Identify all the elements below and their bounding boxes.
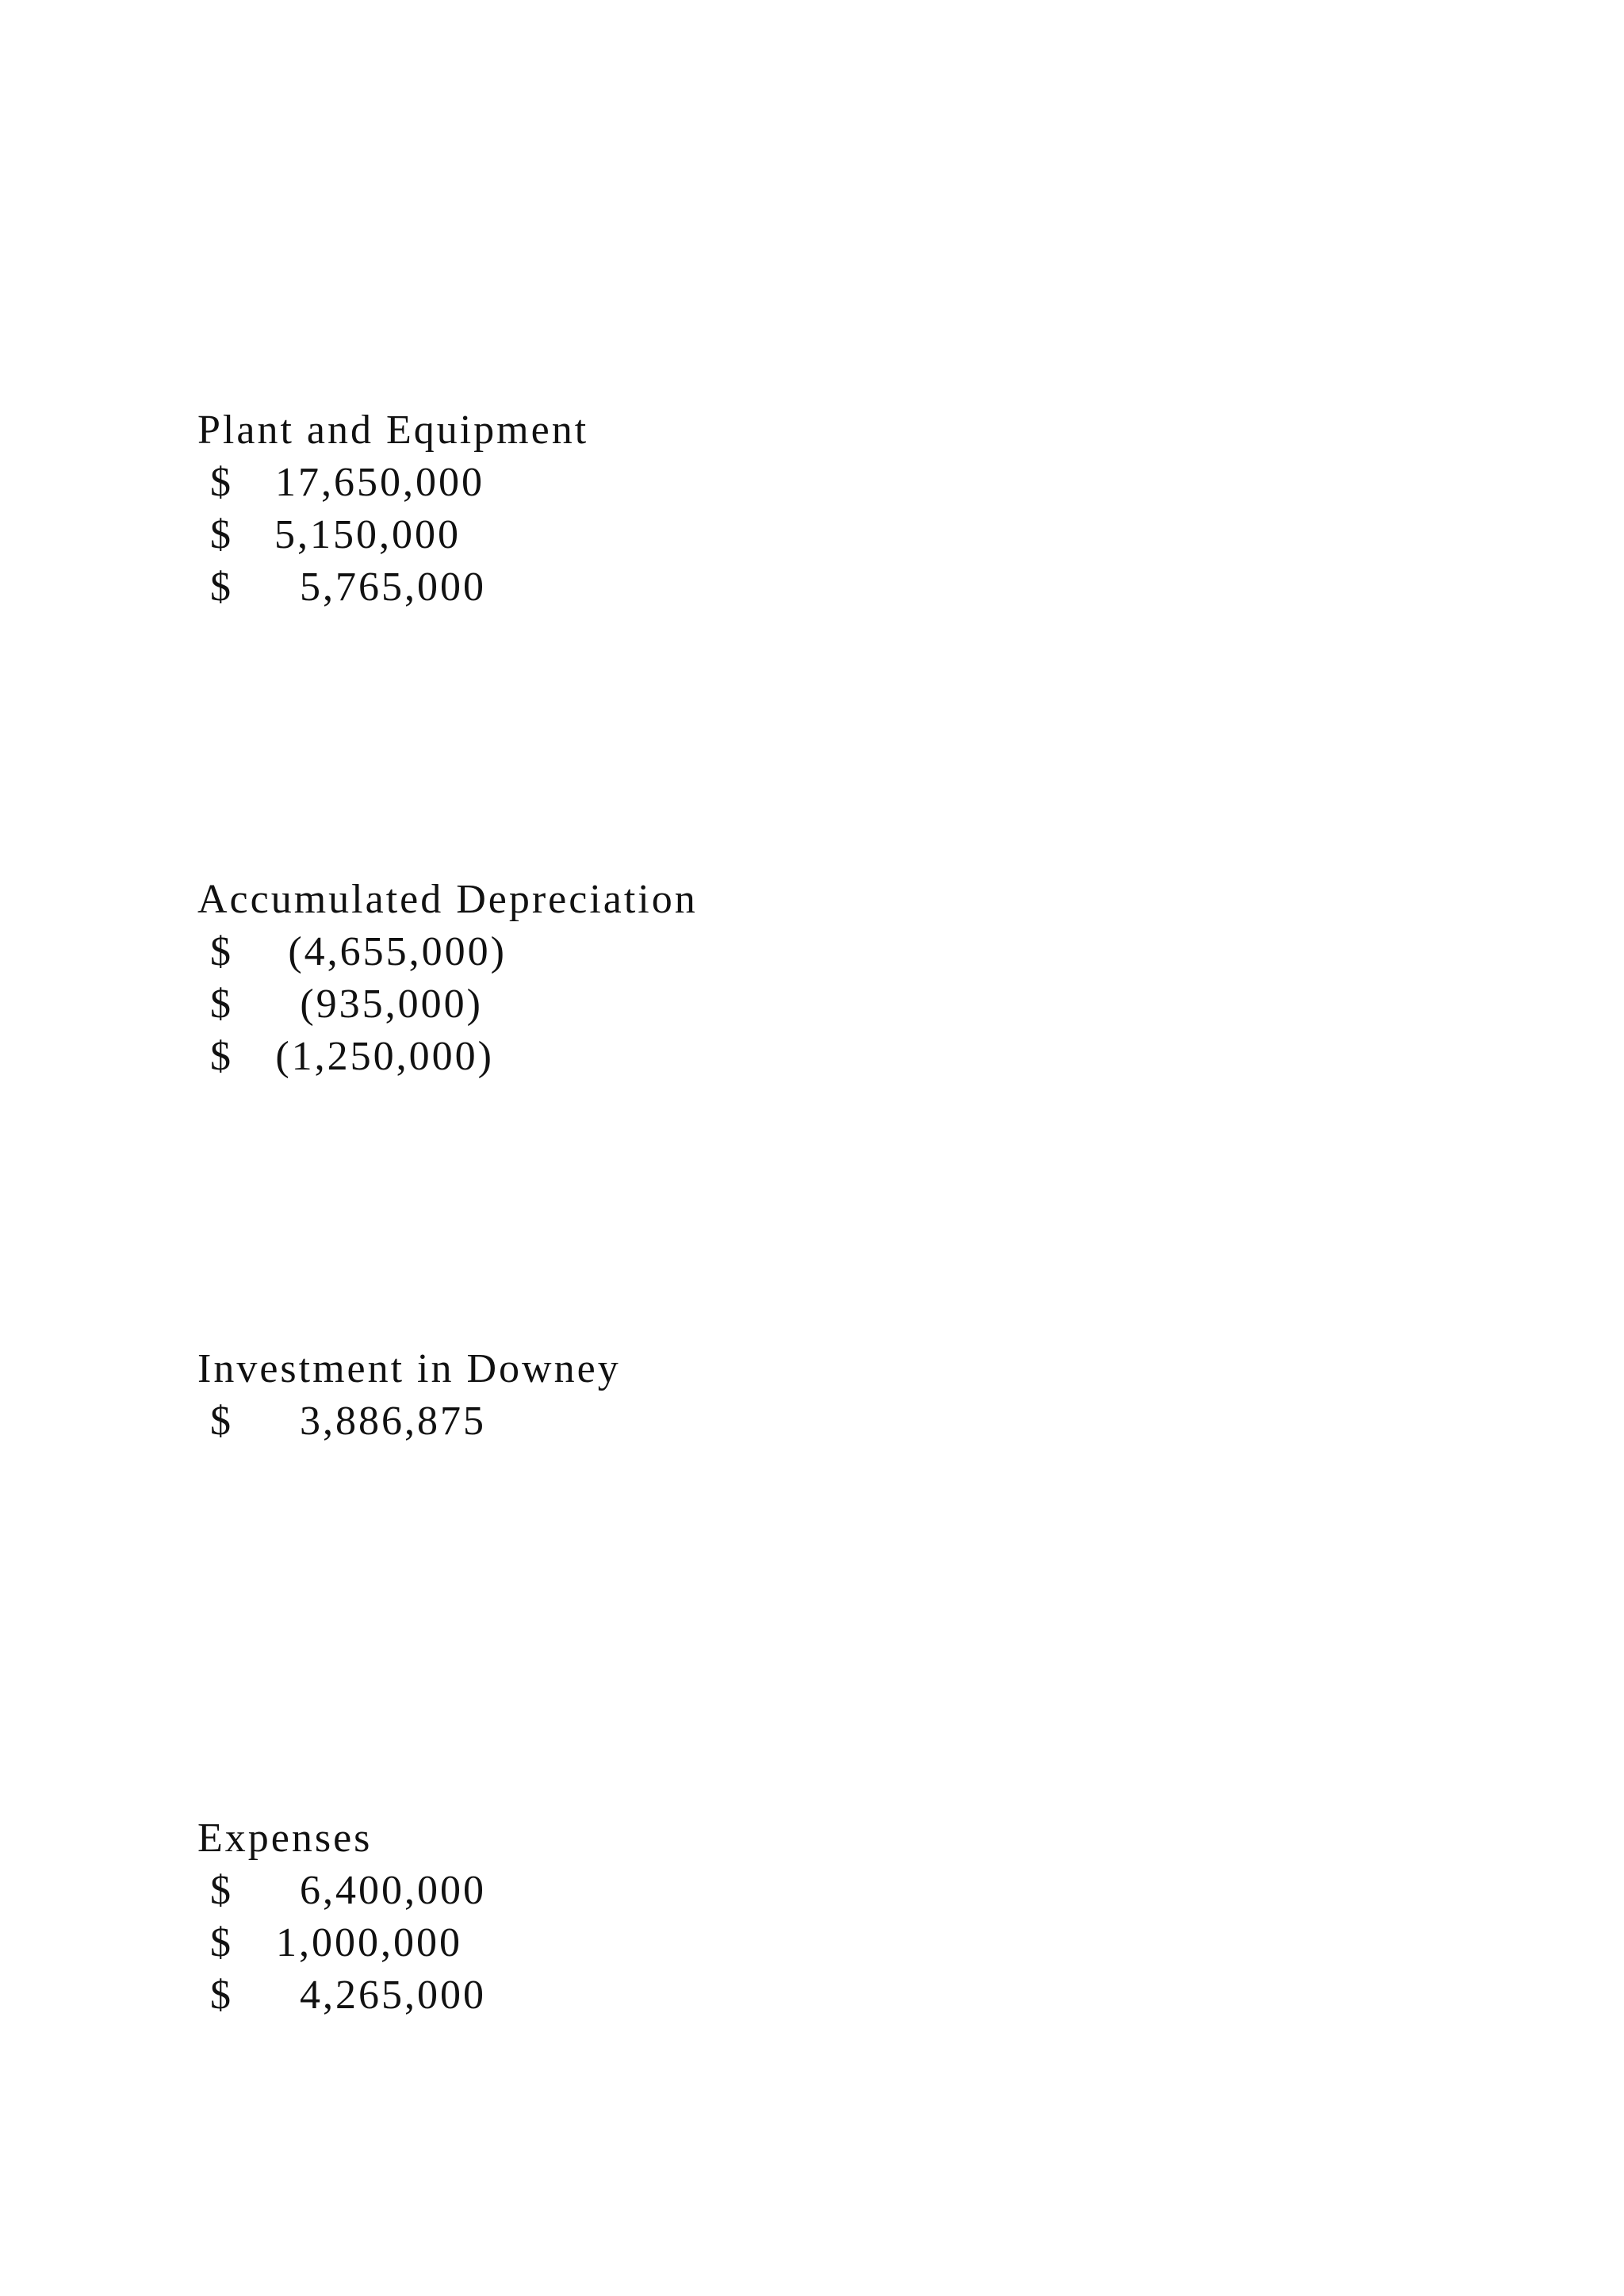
amount-row bbox=[197, 1969, 486, 2022]
amount-value: 4,265,000 bbox=[300, 1973, 486, 2018]
currency-symbol: $ bbox=[210, 982, 233, 1027]
amount-value: 5,150,000 bbox=[274, 512, 461, 557]
amount-row bbox=[197, 1395, 486, 1448]
amount-value: (1,250,000) bbox=[275, 1034, 494, 1079]
amount-value: 1,000,000 bbox=[276, 1920, 462, 1965]
currency-symbol: $ bbox=[210, 1973, 233, 2018]
section-heading: Accumulated Depreciation bbox=[197, 877, 698, 922]
currency-symbol: $ bbox=[210, 512, 233, 557]
amount-value: 5,765,000 bbox=[300, 564, 486, 610]
amount-row bbox=[197, 457, 485, 509]
currency-symbol: $ bbox=[210, 1034, 233, 1079]
currency-symbol: $ bbox=[210, 929, 233, 974]
section-heading: Plant and Equipment bbox=[197, 408, 589, 453]
currency-symbol: $ bbox=[210, 1399, 233, 1444]
amount-row bbox=[197, 1865, 486, 1917]
amount-value: 3,886,875 bbox=[300, 1399, 486, 1444]
amount-value: 6,400,000 bbox=[300, 1868, 486, 1913]
amount-row bbox=[197, 926, 507, 978]
amount-row bbox=[197, 561, 486, 614]
currency-symbol: $ bbox=[210, 564, 233, 610]
amount-row bbox=[197, 1917, 462, 1969]
amount-row bbox=[197, 978, 483, 1031]
amount-row bbox=[197, 509, 461, 561]
amount-value: (935,000) bbox=[300, 982, 483, 1027]
currency-symbol: $ bbox=[210, 460, 233, 505]
section-heading: Expenses bbox=[197, 1816, 373, 1861]
section-expenses bbox=[197, 1812, 486, 2022]
section-investment-in-downey bbox=[197, 1343, 621, 1448]
section-heading: Investment in Downey bbox=[197, 1346, 621, 1391]
amount-value: 17,650,000 bbox=[275, 460, 485, 505]
amount-row bbox=[197, 1031, 494, 1083]
amount-value: (4,655,000) bbox=[288, 929, 507, 974]
section-accumulated-depreciation bbox=[197, 874, 698, 1083]
section-plant-and-equipment bbox=[197, 404, 588, 614]
currency-symbol: $ bbox=[210, 1868, 233, 1913]
currency-symbol: $ bbox=[210, 1920, 233, 1965]
